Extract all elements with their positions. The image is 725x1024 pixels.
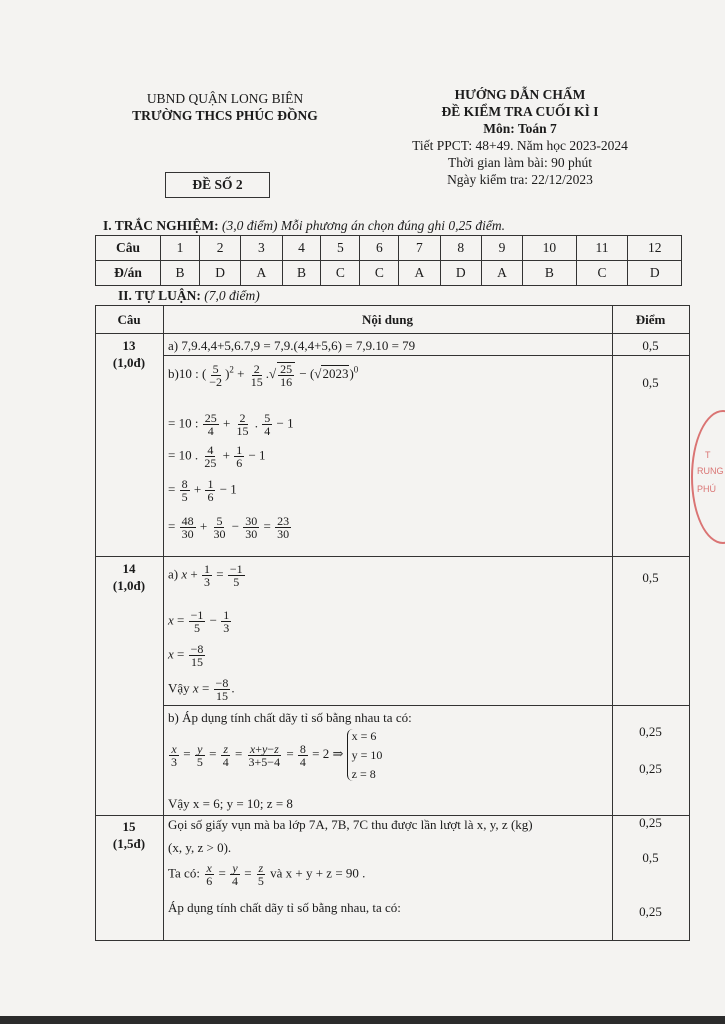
q-cell: 8 [440,236,481,261]
q14b-z: z = 8 [351,767,376,781]
q13-label [95,337,163,371]
a-cell: C [321,261,360,286]
exam-code-box: ĐỀ SỐ 2 [165,172,270,198]
school-name: TRƯỜNG THCS PHÚC ĐỒNG [132,108,318,123]
stamp-text-1: T [705,450,711,460]
q15-score1: 0,25 [639,815,662,830]
stamp-text-2: RUNG [697,466,724,476]
a-cell: D [628,261,682,286]
q15-number: 15 [122,819,136,834]
scan-bottom-edge [0,1016,725,1024]
exam-date: Ngày kiểm tra: 22/12/2023 [447,172,593,187]
q14-number: 14 [122,561,136,576]
a-cell: D [440,261,481,286]
col-header-score: Điểm [635,312,666,327]
school-header [100,90,350,124]
q15-label [95,818,163,852]
q-cell: 10 [523,236,576,261]
part1-title: I. TRẮC NGHIỆM: [103,218,219,233]
part2-heading [118,288,260,304]
q-cell: 12 [628,236,682,261]
col-header-content: Nội dung [362,312,413,327]
q14a-line4: Vậy x = $\frac{-8}{15}$ . [168,676,235,703]
q-cell: 9 [481,236,522,261]
doc-title: HƯỚNG DẪN CHẤM [454,87,586,102]
q13b-line2: = 10 : $\frac{25}{4}$ + $\frac{2}{15}$ . $\frac{5}{4}$ − 1 [168,411,294,438]
q15-points: (1,5đ) [112,836,146,851]
part2-title: II. TỰ LUẬN: [118,288,201,303]
row-label-dap-an: Đ/án [96,261,161,286]
q15-line3-prefix: Ta có: [168,865,200,881]
a-cell: A [241,261,282,286]
q13a-solution: a) 7,9.4,4+5,6.7,9 = 7,9.(4,4+5,6) = 7,9.10 = 79 [168,338,416,353]
a-cell: A [399,261,440,286]
a-cell: A [481,261,522,286]
q13a-score: 0,5 [642,338,659,353]
q15-line1: Gọi số giấy vụn mà ba lớp 7A, 7B, 7C thu được lần lượt là x, y, z (kg) [168,817,533,832]
q13b-line5: = $\frac{48}{30}$ + $\frac{5}{30}$ − $\frac{30}{30}$ = $\frac{23}{30}$ [168,514,290,541]
q13-points: (1,0đ) [112,355,146,370]
part1-heading [103,218,505,234]
q-cell: 4 [282,236,321,261]
a-cell: B [523,261,576,286]
q14b-score2: 0,25 [639,761,662,776]
q14a-score: 0,5 [642,570,659,585]
q15-line2: (x, y, z > 0). [168,840,232,855]
part2-note: (7,0 điểm) [204,288,260,303]
q15-line3-suffix: và x + y + z = 90 . [270,865,366,881]
q15-score3: 0,25 [639,904,662,919]
subject: Môn: Toán 7 [483,121,557,136]
q14b-y: y = 10 [351,748,383,762]
question-row [96,236,682,261]
q-cell: 6 [360,236,399,261]
q13b-score: 0,5 [642,375,659,390]
q14a-line3: x = $\frac{-8}{15}$ [168,642,204,669]
a-cell: B [282,261,321,286]
q14a-line2: x = $\frac{-1}{5}$ − $\frac{1}{3}$ [168,608,230,635]
q14b-score1: 0,25 [639,724,662,739]
a-cell: C [576,261,628,286]
stamp-text-3: PHÚ [697,484,717,494]
exam-header [380,86,660,188]
q13b-line4: = $\frac{8}{5}$ + $\frac{1}{6}$ − 1 [168,477,237,504]
q-cell: 2 [199,236,240,261]
part1-note: (3,0 điểm) Mỗi phương án chọn đúng ghi 0,25 điểm. [222,218,506,233]
period-year: Tiết PPCT: 48+49. Năm học 2023-2024 [412,138,628,153]
q-cell: 11 [576,236,628,261]
q-cell: 3 [241,236,282,261]
q14-points: (1,0đ) [112,578,146,593]
a-cell: B [161,261,200,286]
q14a-line1: a) x + $\frac{1}{3}$ = $\frac{-1}{5}$ [168,562,243,589]
q14b-line1: $\frac{x}{3}$ = $\frac{y}{5}$ = $\frac{z}{4}$ = $\frac{x+y-z}{3+5-4}$ = $\frac{8}{4}$ = 2 ⇒ x = 6 y = 10 z = 8 [171,729,383,781]
q13b-line3: = 10 . $\frac{4}{25}$ + $\frac{1}{6}$ − 1 [168,443,266,470]
a-cell: C [360,261,399,286]
district-name: UBND QUẬN LONG BIÊN [146,91,304,106]
q14-label [95,560,163,594]
q13-number: 13 [122,338,136,353]
q-cell: 5 [321,236,360,261]
q15-line3: Ta có: $\frac{x}{6}$ = $\frac{y}{4}$ = $\frac{z}{5}$ và x + y + z = 90 . [168,861,366,888]
q15-line4: Áp dụng tính chất dãy tỉ số bằng nhau, ta có: [168,900,401,915]
q14b-system [347,729,383,781]
a-cell: D [199,261,240,286]
answer-row [96,261,682,286]
q13b-line1: b)10 : ( $\frac{5}{-2}$ )$^2$ + $\frac{2}{15}$ .√ $\frac{25}{16}$ − $(√2023)^0$ [168,361,359,389]
exam-title: ĐỀ KIỂM TRA CUỐI KÌ I [441,104,599,119]
multiple-choice-table [95,235,682,286]
school-stamp [691,410,725,544]
col-header-cau: Câu [117,312,141,327]
q15-score2: 0,5 [642,850,659,865]
q-cell: 7 [399,236,440,261]
q14b-x: x = 6 [351,729,377,743]
row-label-cau: Câu [96,236,161,261]
duration: Thời gian làm bài: 90 phút [448,155,592,170]
q-cell: 1 [161,236,200,261]
q14b-intro: b) Áp dụng tính chất dãy tỉ số bằng nhau ta có: [168,710,412,725]
q14b-result: Vậy x = 6; y = 10; z = 8 [168,796,293,811]
